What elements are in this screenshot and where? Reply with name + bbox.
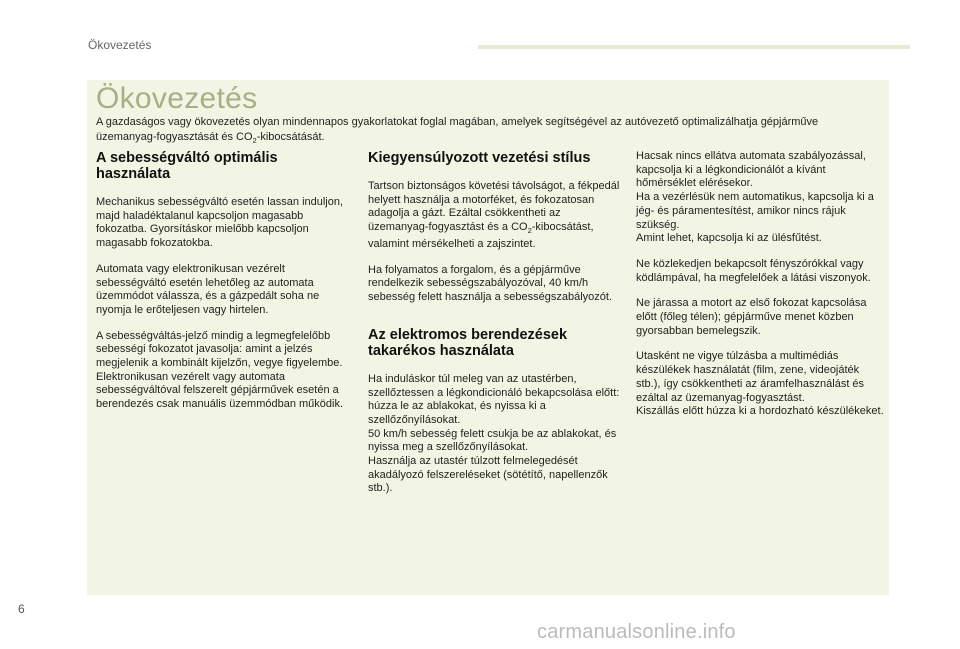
paragraph: Utasként ne vigye túlzásba a multimédiás készülékek használatát (film, zene, videojáték stb.), így csökkentheti az áramfelhasználást és ezáltal az üzemanyag-fogyasztást. Kiszállás előtt húzza ki a hordozható készülékeket. <box>636 350 884 418</box>
paragraph: Automata vagy elektronikusan vezérelt sebességváltó esetén lehetőleg az automata üzemmódot válassza, és a gázpedált soha ne nyomja le erőteljesen vagy hirtelen. <box>96 262 320 316</box>
paragraph: Tartson biztonságos követési távolságot, a fékpedál helyett használja a motorféket, és fokozatosan adagolja a gázt. Ezáltal csökkentheti az üzemanyag-fogyasztást és a $CO_2$-kibocsátást, valamint mérsékelheti a zajszintet. <box>368 180 620 250</box>
watermark: carmanualsonline.info <box>537 621 736 643</box>
paragraph: A sebességváltás-jelző mindig a legmegfelelőbb sebességi fokozatot javasolja: amint a jelzés megjelenik a kombinált kijelzőn, vegye figyelembe. Elektronikusan vezérelt vagy automata sebességváltóval felszerelt gépjárművek esetén a berendezés csak manuális üzemmódban működik. <box>96 329 344 411</box>
paragraph: Hacsak nincs ellátva automata szabályozással, kapcsolja ki a légkondicionálót a kívánt hőmérséklet elérésekor. Ha a vezérlésük nem automatikus, kapcsolja ki a jég- és páramentesítést, amikor nincs rájuk szükség. Amint lehet, kapcsolja ki az ülésfűtést. <box>636 150 874 245</box>
column-1 <box>96 150 354 424</box>
page-number: 6 <box>18 602 25 616</box>
section-heading-electrical: Az elektromos berendezések takarékos használata <box>368 326 568 359</box>
header-accent-bar <box>478 45 910 49</box>
page-title: Ökovezetés <box>96 82 258 115</box>
intro-paragraph: A gazdaságos vagy ökovezetés olyan mindennapos gyakorlatokat foglal magában, amelyek segítségével az autóvezető optimalizálhatja gépjárműve üzemanyag-fogyasztását és $CO_2$-kibocsátását. <box>96 116 819 146</box>
column-2 <box>368 150 622 508</box>
paragraph: Ha folyamatos a forgalom, és a gépjárműve rendelkezik sebességszabályozóval, 40 km/h sebesség felett használja a sebességszabályozót. <box>368 263 612 304</box>
running-header: Ökovezetés <box>88 38 152 52</box>
paragraph: Ha induláskor túl meleg van az utastérben, szellőztessen a légkondicionáló bekapcsolása előtt: húzza le az ablakokat, és nyissa ki a szellőzőnyílásokat. 50 km/h sebesség felett csukja be az ablakokat, és nyissa meg a szellőzőnyílásokat. Használja az utastér túlzott felmelegedését akadályozó felszereléseket (sötétítő, napellenzők stb.). <box>368 372 620 495</box>
column-3 <box>636 150 884 431</box>
paragraph: Ne közlekedjen bekapcsolt fényszórókkal vagy ködlámpával, ha megfelelőek a látási viszonyok. <box>636 257 871 284</box>
paragraph: Ne járassa a motort az első fokozat kapcsolása előtt (főleg télen); gépjárműve menet közben gyorsabban bemelegszik. <box>636 297 867 337</box>
section-heading-driving-style: Kiegyensúlyozott vezetési stílus <box>368 150 591 166</box>
section-heading-gearbox: A sebességváltó optimális használata <box>96 150 278 182</box>
paragraph: Mechanikus sebességváltó esetén lassan induljon, majd haladéktalanul kapcsoljon magasabb fokozatba. Gyorsításkor mielőbb kapcsoljon magasabb fokozatokba. <box>96 196 344 250</box>
